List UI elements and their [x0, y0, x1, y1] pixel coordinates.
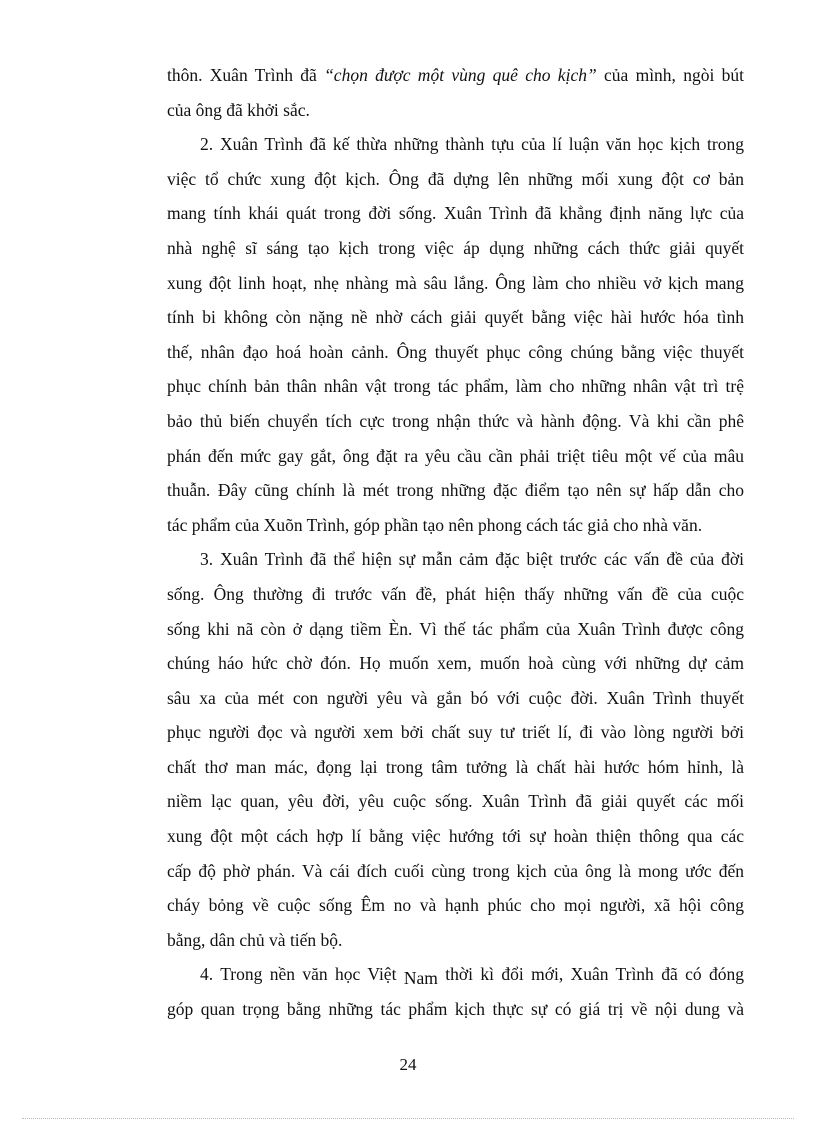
text-line: niềm lạc quan, yêu đời, yêu cuộc sống. Xuân Trình đã giải quyết các mối: [167, 791, 744, 812]
text-line: cấp độ phờ phán. Và cái đích cuối cùng trong kịch của ông là mong ước đến: [167, 860, 744, 881]
text-line: sống khi nã còn ở dạng tiềm Èn. Vì thế tác phẩm của Xuân Trình được công: [167, 618, 744, 639]
text-line: sống. Ông thường đi trước vấn đề, phát hiện thấy những vấn đề của cuộc: [167, 583, 744, 604]
text-line: bảo thủ biến chuyển tích cực trong nhận thức và hành động. Và khi cần phê: [167, 410, 744, 431]
text-line: thế, nhân đạo hoá hoàn cảnh. Ông thuyết phục công chúng bằng việc thuyết: [167, 341, 744, 362]
text-line: phục người đọc và người xem bởi chất suy tư triết lí, đi vào lòng người bởi: [167, 722, 744, 743]
line-text: 4. Trong nền văn học Việt: [200, 964, 404, 985]
text-line: việc tổ chức xung đột kịch. Ông đã dựng lên những mối xung đột cơ bản: [167, 168, 744, 189]
text-line: sâu xa của mét con người yêu và gắn bó với cuộc đời. Xuân Trình thuyết: [167, 687, 744, 708]
text-line: [167, 58, 744, 93]
line-text: thời kì đổi mới, Xuân Trình đã có đóng: [437, 964, 744, 985]
text-line: mang tính khái quát trong đời sống. Xuân Trình đã khẳng định năng lực của: [167, 203, 744, 224]
line-text: của mình, ngòi bút: [596, 65, 744, 85]
page-number: 24: [399, 1055, 417, 1074]
text-line: phán đến mức gay gắt, ông đặt ra yêu cầu cần phải triệt tiêu một vế của mâu: [167, 445, 744, 466]
text-line: góp quan trọng bằng những tác phẩm kịch thực sự có giá trị về nội dung và: [167, 999, 744, 1020]
lowered-word: Nam: [403, 968, 438, 989]
line-text: thôn. Xuân Trình đã: [167, 65, 325, 85]
text-line: của ông đã khởi sắc.: [167, 99, 310, 120]
text-line: thuẫn. Đây cũng chính là mét trong những đặc điểm tạo nên sự hấp dẫn cho: [167, 480, 744, 501]
text-line: chúng háo hức chờ đón. Họ muốn xem, muốn hoà cùng với những dự cảm: [167, 653, 744, 674]
page-bottom-divider: [22, 1118, 794, 1119]
text-line: cháy bỏng về cuộc sống Êm no và hạnh phúc cho mọi người, xã hội công: [167, 895, 744, 916]
text-line: xung đột một cách hợp lí bằng việc hướng tới sự hoàn thiện thông qua các: [167, 826, 744, 847]
text-line: chất thơ man mác, đọng lại trong tâm tưởng là chất hài hước hóm hỉnh, là: [167, 756, 744, 777]
text-line: bằng, dân chủ và tiến bộ.: [167, 929, 343, 950]
text-line: tác phẩm của Xuõn Trình, góp phần tạo nên phong cách tác giả cho nhà văn.: [167, 514, 703, 535]
text-line: [167, 957, 744, 992]
quoted-phrase: “chọn được một vùng quê cho kịch”: [324, 65, 597, 85]
text-line: phục chính bản thân nhân vật trong tác phẩm, làm cho những nhân vật trì trệ: [167, 376, 744, 397]
text-line: xung đột linh hoạt, nhẹ nhàng mà sâu lắng. Ông làm cho nhiều vở kịch mang: [167, 272, 744, 293]
text-line: nhà nghệ sĩ sáng tạo kịch trong việc áp dụng những cách thức giải quyết: [167, 237, 744, 258]
text-line: tính bi không còn nặng nề nhờ cách giải quyết bằng việc hài hước hóa tình: [167, 307, 744, 328]
text-line: 3. Xuân Trình đã thể hiện sự mẫn cảm đặc biệt trước các vấn đề của đời: [200, 549, 744, 570]
document-body: [167, 58, 744, 1027]
text-line: 2. Xuân Trình đã kế thừa những thành tựu của lí luận văn học kịch trong: [200, 134, 744, 155]
